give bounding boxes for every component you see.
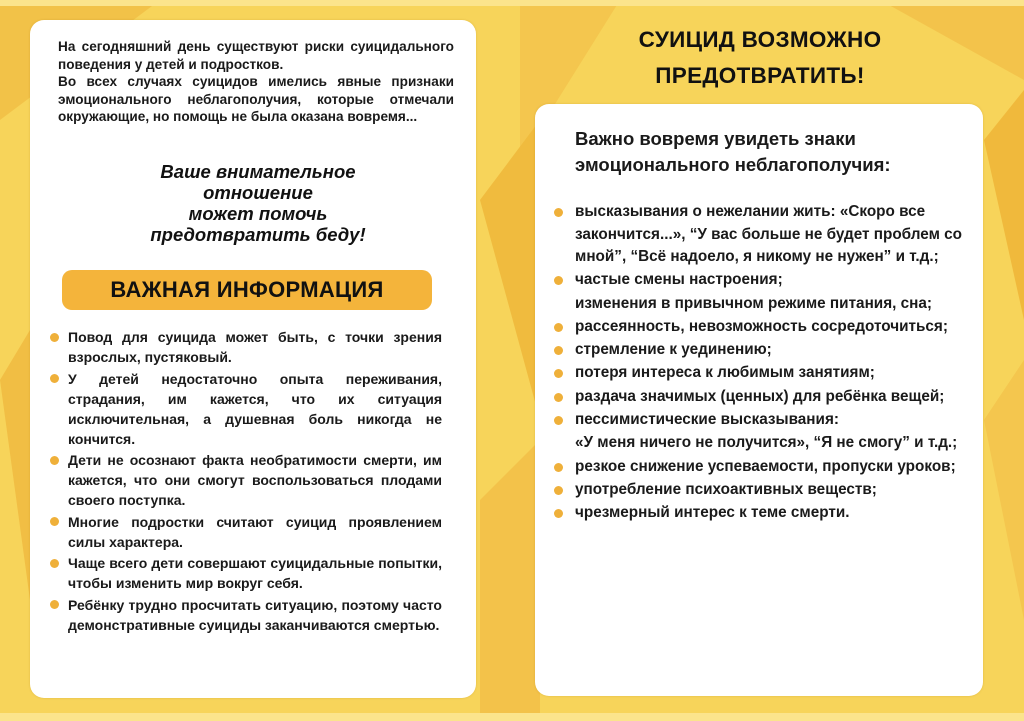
list-item-text: Дети не осознают факта необратимости смерти, им кажется, что они смогут воспользоваться плодами своего поступка. [68,452,442,509]
list-item-text: Многие подростки считают суицид проявлением силы характера. [68,513,442,550]
list-item [575,316,970,339]
intro-paragraph: На сегодняшний день существуют риски суицидального поведения у детей и подростков. [58,39,454,72]
list-item [575,339,970,362]
list-item [575,479,970,502]
warning-signs-heading: Важно вовремя увидеть знаки эмоционального неблагополучия: [575,128,891,175]
list-item-text: потеря интереса к любимым занятиям; [575,364,875,382]
bullet-icon [554,416,563,425]
quote-line: Ваше внимательное [160,161,356,182]
quote-line: предотвратить беду! [150,224,366,245]
list-item [575,293,970,316]
list-item-text: чрезмерный интерес к теме смерти. [575,504,850,522]
list-item-text: пессимистические высказывания: [575,411,839,429]
list-item-text: резкое снижение успеваемости, пропуски уроков; [575,457,956,475]
list-item [68,327,442,367]
quote-line: может помочь [188,203,328,224]
list-item-text: употребление психоактивных веществ; [575,480,877,498]
list-item-text: «У меня ничего не получится», “Я не смогу” и т.д.; [575,434,958,452]
list-item-text: стремление к уединению; [575,341,772,359]
bullet-icon [554,208,563,217]
intro-paragraph: Во всех случаях суицидов имелись явные признаки эмоционального неблагополучия, которые отмечали окружающие, но помощь не была оказана вовремя... [58,74,454,125]
list-item-text: Ребёнку трудно просчитать ситуацию, поэтому часто демонстративные суициды заканчиваются смертью. [68,596,442,633]
title-line: СУИЦИД ВОЗМОЖНО [638,27,882,52]
list-item-text: изменения в привычном режиме питания, сна; [575,294,932,312]
quote-line: отношение [203,182,313,203]
list-item-text: раздача значимых (ценных) для ребёнка вещей; [575,387,945,405]
list-item [68,553,442,593]
warning-signs-list [575,201,970,526]
bullet-icon [554,323,563,332]
list-item [575,502,970,525]
title-line: ПРЕДОТВРАТИТЬ! [655,63,865,88]
list-item-text: высказывания о нежелании жить: «Скоро все закончится...», “У вас больше не будет проблем со мной”, “Всё надоело, я никому не нужен” и т.д.; [575,203,962,265]
list-item [68,369,442,449]
list-item [575,386,970,409]
list-item [68,450,442,510]
page-title [560,22,960,94]
list-item [575,362,970,385]
list-item-text: У детей недостаточно опыта переживания, страдания, им кажется, что их ситуация исключительная, а душевная боль никогда не кончится. [68,370,442,447]
list-item [575,409,970,432]
list-item-text: частые смены настроения; [575,271,783,289]
list-item [575,456,970,479]
intro-text [58,38,454,126]
bullet-icon [554,486,563,495]
bullet-icon [50,456,59,465]
bullet-icon [50,333,59,342]
important-info-list [68,327,442,637]
list-item-text: Чаще всего дети совершают суицидальные попытки, чтобы изменить мир вокруг себя. [68,555,442,592]
list-item [575,201,970,269]
list-item [68,595,442,635]
list-item [575,269,970,292]
bullet-icon [50,559,59,568]
list-item-text: Повод для суицида может быть, с точки зрения взрослых, пустяковый. [68,329,442,365]
bullet-icon [554,463,563,472]
quote [60,161,456,245]
list-item [68,512,442,552]
list-item [575,432,970,455]
list-item-text: рассеянность, невозможность сосредоточиться; [575,317,948,335]
important-info-banner: ВАЖНАЯ ИНФОРМАЦИЯ [62,270,432,310]
bullet-icon [554,393,563,402]
